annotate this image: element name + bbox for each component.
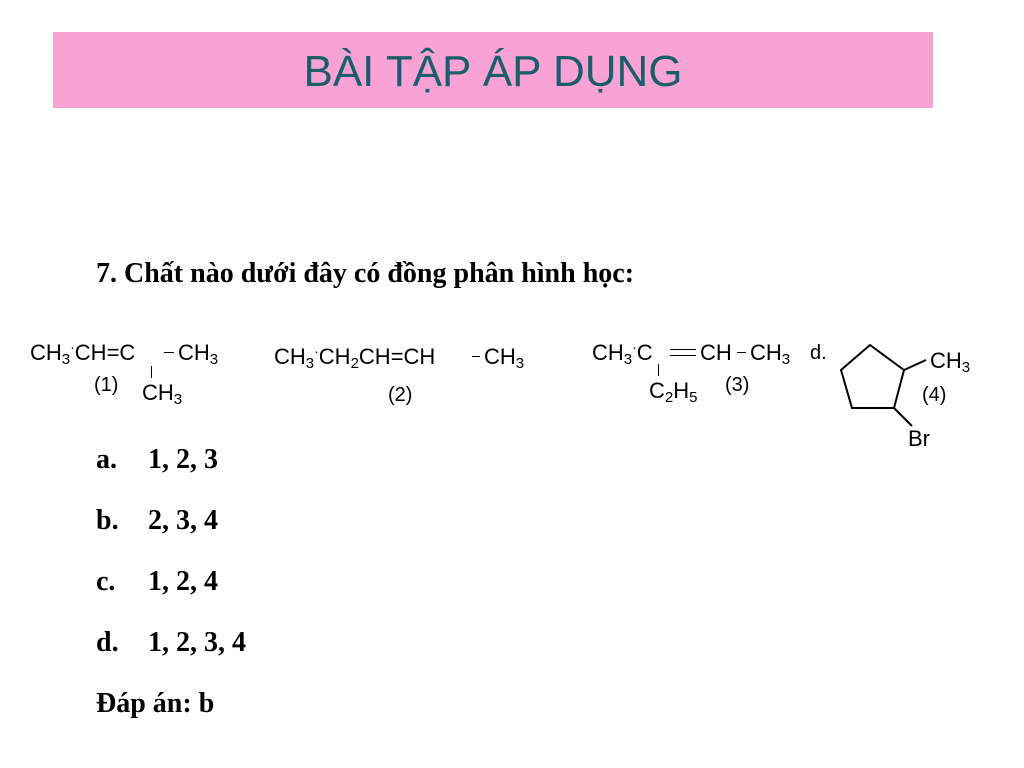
c2-d-sub: 3 (515, 355, 525, 372)
c3-single-bond (737, 352, 746, 353)
c3-below-h: H (673, 378, 690, 403)
c3-below-sub2: 5 (689, 389, 698, 406)
option-c[interactable] (96, 566, 218, 598)
c2-b: CH (318, 344, 351, 369)
c1-ch-left: CH (30, 340, 62, 365)
compound-3-ch (700, 340, 732, 366)
c2-d: CH (484, 344, 516, 369)
compound-4-prefix: d. (810, 342, 827, 364)
compound-1-formula (30, 340, 135, 366)
slide-title: BÀI TẬP ÁP DỤNG (303, 47, 683, 96)
c1-ch-right: CH (178, 340, 210, 365)
compound-2-label: (2) (388, 384, 413, 406)
c3-below-c: C (649, 378, 665, 403)
c2-a-sub: 3 (305, 355, 315, 372)
c3-c: CH (700, 340, 732, 365)
c2-b-sub: 2 (350, 355, 359, 372)
option-d-letter: d. (96, 627, 119, 658)
c1-middle: CH=C (74, 340, 136, 365)
c3-dot: · (632, 339, 637, 355)
option-d-text: 1, 2, 3, 4 (148, 627, 246, 658)
option-b-text: 2, 3, 4 (148, 505, 218, 536)
compound-4-label: (4) (922, 384, 947, 406)
option-b[interactable] (96, 505, 218, 537)
c4-ch: CH (930, 348, 962, 373)
compound-3-formula (592, 340, 653, 366)
option-c-text: 1, 2, 4 (148, 566, 218, 597)
c1-sub-below: 3 (173, 391, 183, 408)
c3-a-sub: 3 (623, 351, 633, 368)
c4-ch-sub: 3 (961, 359, 971, 376)
option-b-letter: b. (96, 505, 119, 536)
option-d[interactable] (96, 627, 246, 659)
answer-text: Đáp án: b (96, 688, 215, 719)
c3-d: CH (750, 340, 782, 365)
compound-2-end (484, 344, 524, 370)
c3-b: C (636, 340, 653, 365)
c1-bond-right (164, 352, 174, 353)
c1-bond-down (151, 366, 152, 378)
compound-1-below (142, 380, 182, 406)
c1-dot: · (70, 339, 75, 355)
option-a-text: 1, 2, 3 (148, 444, 218, 475)
c2-a: CH (274, 344, 306, 369)
question-text: 7. Chất nào dưới đây có đồng phân hình học: (96, 258, 635, 289)
c3-a: CH (592, 340, 624, 365)
option-a[interactable] (96, 444, 218, 476)
c1-ch-below: CH (142, 380, 174, 405)
compound-3-below (649, 378, 697, 404)
c1-sub-right: 3 (209, 351, 219, 368)
option-a-letter: a. (96, 444, 117, 475)
c2-bond (472, 356, 480, 357)
title-banner (53, 32, 933, 108)
c3-below-sub1: 2 (664, 389, 674, 406)
compound-2-formula (274, 344, 435, 370)
compound-3-end (750, 340, 790, 366)
compound-1-label: (1) (94, 374, 119, 396)
c3-double-bond-bottom (670, 355, 696, 356)
c2-dot: · (314, 343, 319, 359)
compound-4-br: Br (908, 426, 930, 451)
c3-d-sub: 3 (781, 351, 791, 368)
compound-4-ch3 (930, 348, 970, 374)
c2-c: CH=CH (358, 344, 436, 369)
cyclopentane-ring-icon (838, 340, 918, 420)
compound-3-label: (3) (725, 374, 750, 396)
c1-sub-left: 3 (61, 351, 71, 368)
c3-bond-down (658, 364, 659, 376)
c3-double-bond-top (670, 349, 696, 350)
option-c-letter: c. (96, 566, 116, 597)
compound-1-right (178, 340, 218, 366)
